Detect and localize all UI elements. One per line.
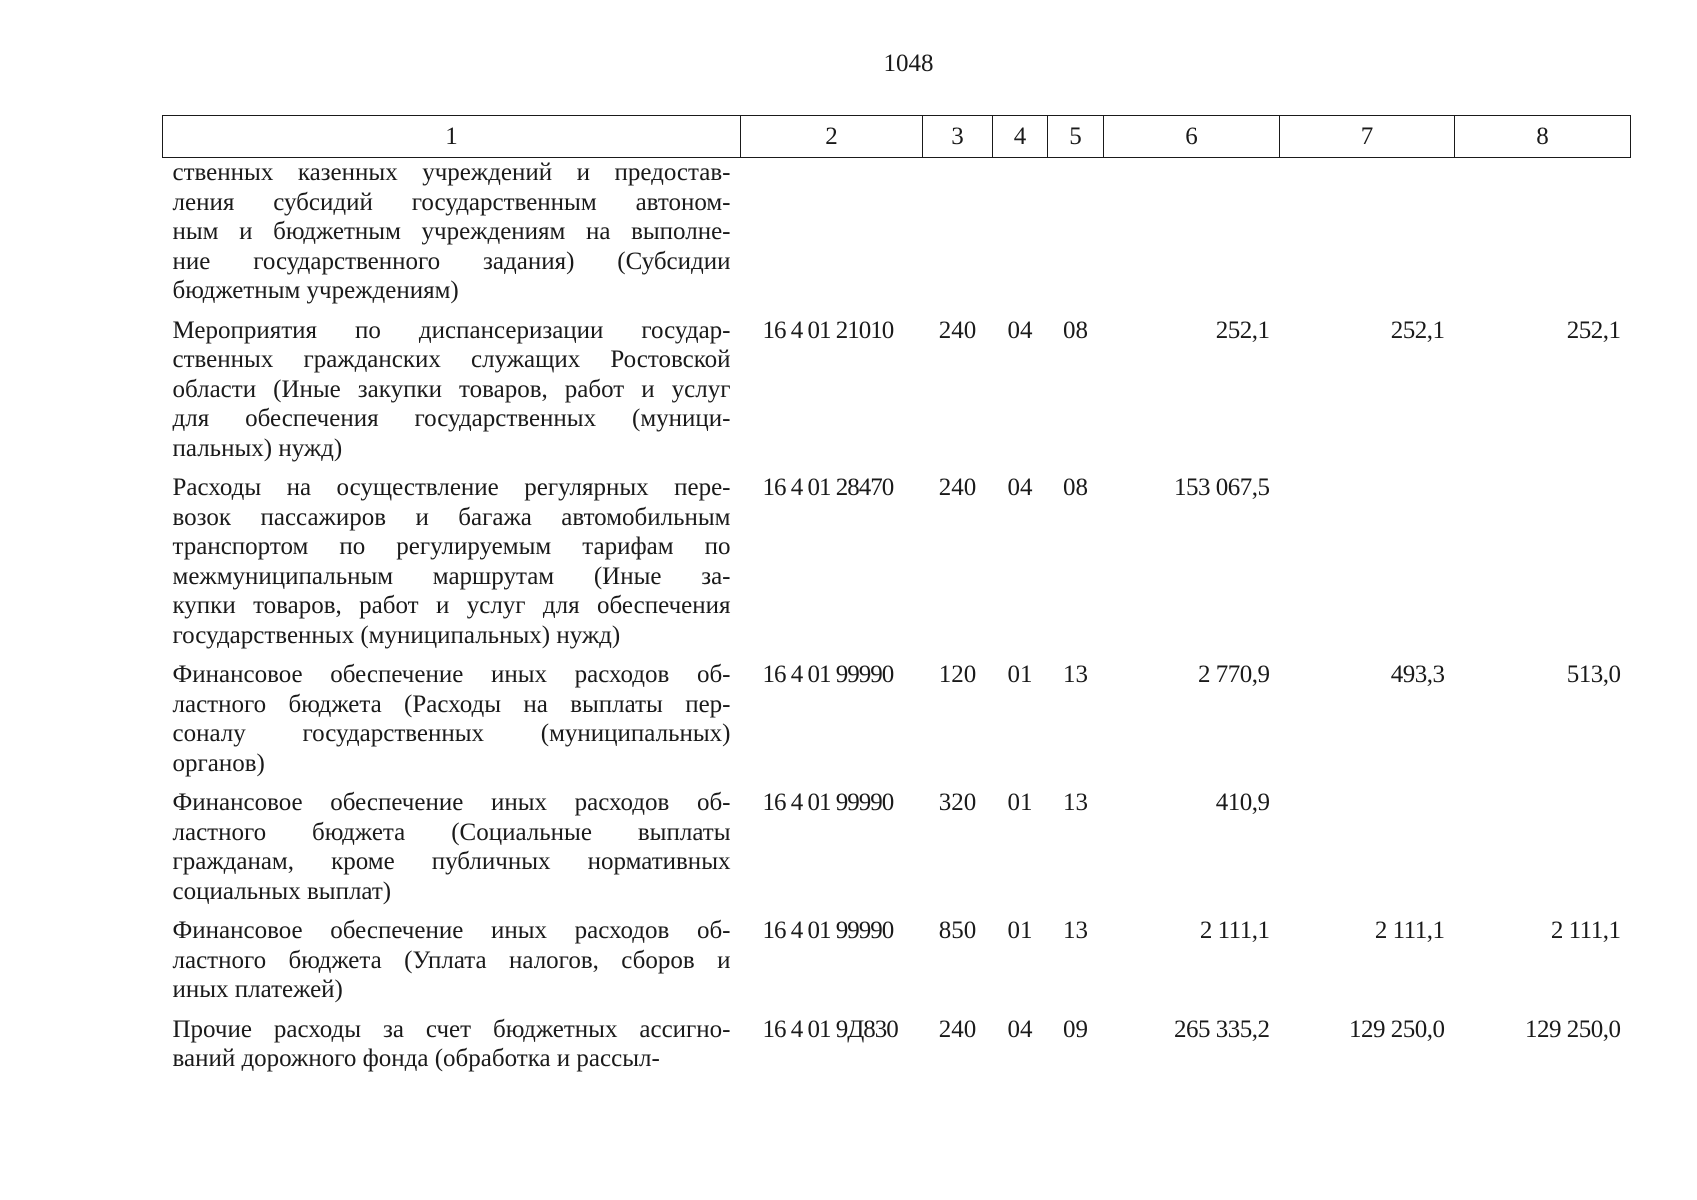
description-line: пальных) нужд) [172,434,343,462]
table-row [163,916,1631,1015]
description-line: государственных (муниципальных) нужд) [172,621,621,649]
row-col-3: 240 [938,1015,977,1043]
table-body [163,158,1631,1084]
header-col-7: 7 [1280,116,1455,158]
row-value-7: 129 250,0 [1349,1015,1445,1043]
row-col-3: 240 [938,474,977,501]
row-value-6: 252,1 [1215,316,1270,344]
row-code: 16 4 01 99990 [762,917,894,944]
row-col-3: 240 [938,316,977,344]
description-line: гражданам, кроме публичных нормативных [172,848,731,875]
row-col-3: 120 [938,661,977,688]
header-col-8: 8 [1455,116,1631,158]
header-col-1: 1 [163,116,741,158]
budget-table [162,115,1631,1084]
description-line: Финансовое обеспечение иных расходов об- [172,917,731,944]
row-description [163,1015,741,1084]
row-code: 16 4 01 28470 [762,474,894,501]
row-col-4: 01 [1007,917,1033,944]
table-row [163,660,1631,788]
row-col-4: 04 [1007,316,1033,344]
row-value-8: 252,1 [1566,316,1621,344]
description-line: Финансовое обеспечение иных расходов об- [172,661,731,688]
description-line: ние государственного задания) (Субсидии [172,247,731,275]
row-value-6: 265 335,2 [1174,1015,1270,1043]
row-col-5: 13 [1063,917,1088,944]
row-value-7: 493,3 [1390,661,1445,688]
table-row [163,158,1631,316]
row-col-4: 04 [1007,474,1033,501]
description-line: Расходы на осуществление регулярных пере- [172,474,731,501]
description-line: ваний дорожного фонда (обработка и рассыл- [172,1045,660,1072]
description-line: для обеспечения государственных (муници- [172,405,731,432]
description-line: соналу государственных (муниципальных) [172,720,731,747]
row-col-5: 13 [1063,789,1088,816]
description-line: иных платежей) [172,976,343,1003]
row-description [163,788,741,916]
description-line: межмуниципальным маршрутам (Иные за- [172,562,731,590]
description-line: ления субсидий государственным автоном- [172,188,731,216]
row-description [163,916,741,1015]
description-line: бюджетным учреждениям) [172,277,459,304]
table-header-row [163,116,1631,158]
row-value-7: 2 111,1 [1374,917,1445,944]
row-col-5: 08 [1063,316,1088,344]
table-row [163,473,1631,660]
row-code: 16 4 01 21010 [762,316,894,344]
row-value-6: 2 111,1 [1199,917,1270,944]
description-line: Финансовое обеспечение иных расходов об- [172,789,731,816]
row-col-4: 01 [1007,661,1033,688]
row-value-8: 2 111,1 [1550,917,1621,944]
table-row [163,1015,1631,1084]
row-code: 16 4 01 99990 [762,661,894,688]
description-line: транспортом по регулируемым тарифам по [172,533,731,560]
description-line: ластного бюджета (Расходы на выплаты пер- [172,690,731,718]
row-col-3 [923,158,993,316]
description-line: ным и бюджетным учреждениям на выполне- [172,218,731,245]
description-line: Прочие расходы за счет бюджетных ассигно- [172,1015,731,1043]
description-line: ластного бюджета (Уплата налогов, сборов и [172,946,731,974]
row-value-8 [1455,158,1631,316]
description-line: органов) [172,749,265,777]
row-description [163,660,741,788]
row-col-5: 13 [1063,661,1088,688]
header-col-6: 6 [1104,116,1280,158]
description-line: возок пассажиров и багажа автомобильным [172,503,731,531]
row-value-8 [1455,473,1631,660]
header-col-5: 5 [1048,116,1104,158]
header-col-4: 4 [993,116,1048,158]
table-row [163,316,1631,474]
page-number: 1048 [883,50,934,77]
row-value-8: 513,0 [1566,661,1621,688]
description-line: ластного бюджета (Социальные выплаты [172,818,731,846]
row-value-7 [1280,473,1455,660]
row-value-7: 252,1 [1390,316,1445,344]
description-line: ственных казенных учреждений и предостав- [172,159,731,186]
row-value-6 [1104,158,1280,316]
description-line: социальных выплат) [172,877,392,905]
row-value-6: 410,9 [1215,789,1270,816]
row-description [163,316,741,474]
row-col-5: 08 [1063,474,1088,501]
row-col-3: 850 [938,917,977,944]
row-code [741,158,923,316]
row-col-5: 09 [1063,1015,1088,1043]
row-col-4: 04 [1007,1015,1033,1043]
row-code: 16 4 01 99990 [762,789,894,816]
row-col-3: 320 [938,789,977,816]
row-col-5 [1048,158,1104,316]
row-value-8 [1455,788,1631,916]
header-col-2: 2 [741,116,923,158]
row-code: 16 4 01 9Д830 [762,1015,898,1043]
row-value-6: 2 770,9 [1198,661,1270,688]
row-value-6: 153 067,5 [1174,474,1270,501]
row-description [163,158,741,316]
row-col-4 [993,158,1048,316]
row-value-7 [1280,788,1455,916]
table-row [163,788,1631,916]
header-col-3: 3 [923,116,993,158]
description-line: ственных гражданских служащих Ростовской [172,346,731,373]
description-line: купки товаров, работ и услуг для обеспечения [172,592,731,619]
row-value-7 [1280,158,1455,316]
row-col-4: 01 [1007,789,1033,816]
description-line: Мероприятия по диспансеризации государ- [172,316,731,344]
row-description [163,473,741,660]
description-line: области (Иные закупки товаров, работ и услуг [172,375,731,403]
row-value-8: 129 250,0 [1525,1015,1621,1043]
